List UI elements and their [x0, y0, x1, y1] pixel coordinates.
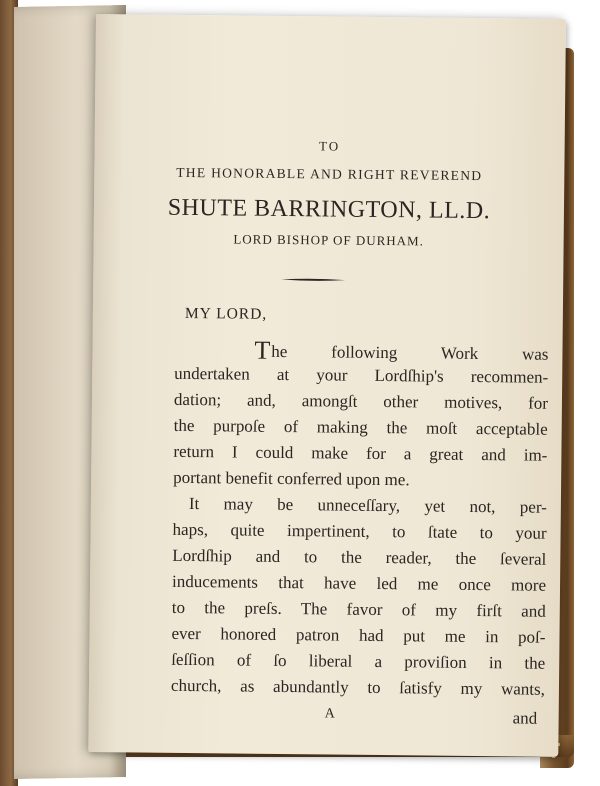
text-line: portant benefit conferred upon me. [173, 467, 410, 490]
text-line: return I could make for a great and im- [173, 441, 548, 465]
dedication-to: TO [318, 138, 341, 154]
page-text [88, 14, 566, 757]
text-line-content: he following Work was [271, 341, 549, 364]
text-line: inducements that have led me once more [171, 571, 547, 595]
dedicatee-name: SHUTE BARRINGTON, LL.D. [167, 194, 491, 225]
text-line: haps, quite impertinent, to ſtate to your [172, 519, 547, 543]
salutation: MY LORD, [184, 304, 268, 323]
text-line: to the preſs. The favor of my firſt and [171, 597, 546, 621]
text-line: undertaken at your Lordſhip's recommen- [174, 363, 549, 387]
text-line: the purpoſe of making the moſt acceptable [173, 415, 548, 439]
signature-mark: A [324, 706, 336, 722]
ornamental-rule [281, 278, 345, 282]
dedication-page [88, 14, 566, 757]
dedicatee-title: LORD BISHOP OF DURHAM. [233, 231, 424, 249]
text-line: ſeſſion of ſo liberal a proviſion in the [171, 649, 546, 673]
dedication-honorific: THE HONORABLE AND RIGHT REVEREND [176, 164, 483, 184]
text-line: Lordſhip and to the reader, the ſeveral [172, 545, 547, 569]
text-line: ever honored patron had put me in poſ- [171, 623, 546, 647]
drop-letter: T [254, 335, 272, 365]
text-line: church, as abundantly to ſatisfy my wants, [170, 675, 546, 699]
catchword: and [512, 708, 538, 728]
text-line: dation; and, amongſt other motives, for [173, 389, 549, 413]
text-line [254, 335, 549, 367]
text-line: It may be unneceſſary, yet not, per- [188, 493, 547, 517]
